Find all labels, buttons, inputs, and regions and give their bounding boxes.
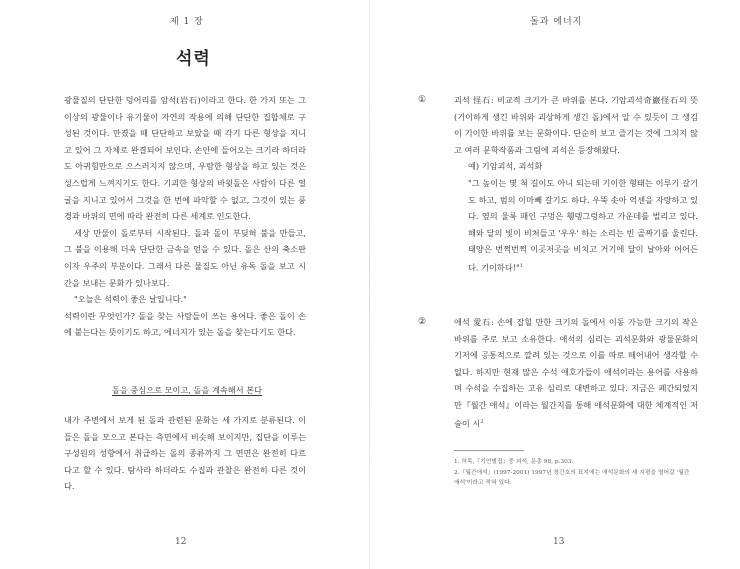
footnote-ref: 1 — [519, 262, 523, 269]
footnote: 1. 허목,『기언별집』중 괴석, 문총 98, p.303. — [454, 459, 574, 465]
footnote: 2.『월간애석』(1997-2001) 1997년 창간호의 표지에는 애석문화의 세 지평을 열어갈 '월간애석'이라고 적혀 있다. — [454, 469, 690, 486]
chapter-title: 석력 — [176, 49, 211, 69]
footnote-ref: 2 — [480, 418, 484, 425]
quote-line: "오늘은 석력이 좋은 날입니다." — [74, 294, 187, 305]
list-item — [418, 92, 698, 276]
paragraph: 석력이란 무엇인가? 돌을 찾는 사람들이 쓰는 용어다. 좋은 돌이 손에 붙는다는 뜻이기도 하고, 에너지가 있는 돌을 찾는다기도 한다. — [64, 310, 306, 338]
item-marker: ② — [418, 317, 427, 327]
left-closing — [64, 412, 306, 495]
right-page — [370, 0, 740, 569]
page-number-right: 13 — [553, 537, 565, 547]
item-text: 괴석 怪石: 비교적 크기가 큰 바위를 본다. 기암괴석奇巖怪石의 뜻(기이하게 생긴 바위와 괴상하게 생긴 돌)에서 알 수 있듯이 그 생김이 기이한 바위를 보는 문화이다. 단순히 보고 즐기는 것에 그치지 않고 여러 문학작품과 그림에 괴석은 등장해왔다. — [454, 95, 698, 155]
item-marker: ① — [418, 95, 427, 105]
left-body — [64, 92, 306, 341]
section-heading: 돌을 중심으로 모이고, 돌을 계속해서 본다 — [111, 385, 263, 395]
example-quote: "그 높이는 몇 척 길이도 아니 되는데 기이한 형태는 이루기 갈기도 하고, 범의 이마빼 갈기도 하다. 우뚝 솟아 억센을 자랑하고 있다. 옆의 울룩 패인 구멍은 휑뎅그렁하고 가운데를 벌리고 있다. 해와 달의 빛이 비쳐들고 '우우' 하는 소리는 빈 골짜기를 울린다. 태양은 번쩍번쩍 이곳저곳을 비치고 거기에 달이 날아와 어어든다. 기이하다!"$^1$ — [468, 177, 698, 273]
paragraph: 내가 주변에서 보게 된 돌과 관련된 문화는 세 가지로 분류된다. 이들은 돌을 모으고 본다는 측면에서 비슷해 보이지만, 집단을 이루는 구성원의 성향에서 취급하는 돌의 종류까지 그 면면은 완전히 다르다고 할 수 있다. 탐사라 하더라도 수집과 관찰은 완전히 다른 것이다. — [64, 415, 306, 492]
example-label: 예) 기암괴석, 괴석화 — [468, 161, 543, 172]
paragraph: 세상 만물이 돌로부터 시작된다. 돌과 돌이 부딪혀 불을 만들고, 그 불을 이용해 더욱 단단한 금속을 얻을 수 있다. 돌은 산의 축소판이자 우주의 부분이다. 그래서 다른 물질도 아닌 유독 돌을 보고 시간을 보내는 문화가 있나보다. — [64, 227, 306, 288]
footnotes — [454, 457, 694, 489]
paragraph: 광물질의 단단한 덩어리를 암석(岩石)이라고 한다. 한 가지 또는 그 이상의 광물이나 유기물이 자연의 작용에 의해 단단한 집합체로 구성된 것이다. 만졌을 때 단단하고 보았을 때 각기 다른 형상을 지니고 있어 그 자체로 완결되어 보인다. 손안에 들어오는 크기라 하더라도 아귀힘만으로 으스러지지 않으며, 우람한 형상을 하고 있는 것은 성스럽게 느껴지기도 한다. 기괴한 형상의 바윗돌은 사람이 다른 얼굴을 지니고 있어서 그것을 한 번에 파악할 수 없고, 그것이 있는 풍경과 바위의 면에 따라 완전히 다른 세계로 인도한다. — [64, 95, 306, 222]
list-item — [418, 314, 698, 432]
item-text: 애석 愛石: 손에 잡힐 만한 크기의 돌에서 이동 가능한 크기의 작은 바위를 주로 보고 소유한다. 애석의 심리는 괴석문화와 광물문화의 기저에 공통적으로 깔려 있는 것으로 이를 따로 떼어내어 생각할 수 없다. 하지만 현재 많은 수석 애호가들이 애석이라는 용어를 사용하며 수석을 수집하는 고유 심리로 대변하고 있다. 지금은 폐간되었지만『월간 애석』이라는 월간지를 통해 애석문화에 대한 체계적인 저술이 시$^2$ — [454, 317, 698, 429]
running-head-left: 제 1 장 — [170, 17, 204, 27]
footnote-divider — [454, 450, 524, 451]
page-number-left: 12 — [175, 537, 187, 547]
running-head-right: 돌과 에너지 — [530, 17, 583, 27]
